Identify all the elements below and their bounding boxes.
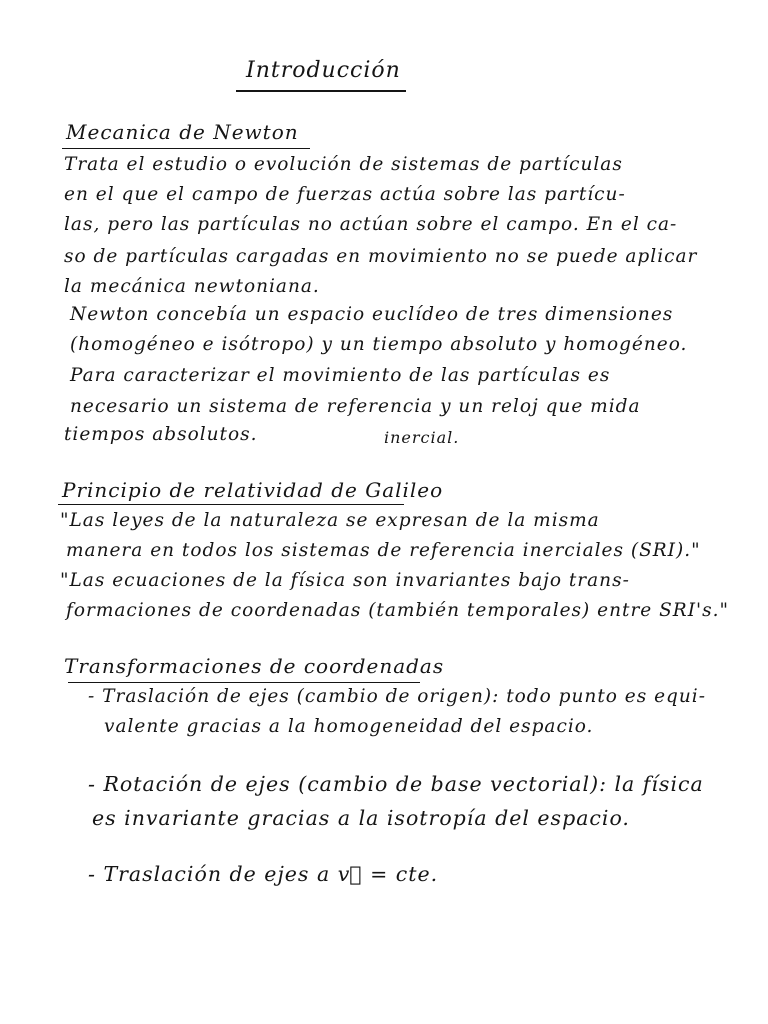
text-line: Para caracterizar el movimiento de las partículas es — [70, 365, 611, 386]
text-line: so de partículas cargadas en movimiento no se puede aplicar — [64, 246, 698, 267]
text-line: es invariante gracias a la isotropía del espacio. — [92, 806, 630, 830]
section-underline-newton — [62, 148, 310, 149]
text-line: valente gracias a la homogeneidad del espacio. — [104, 716, 594, 737]
text-line: "Las leyes de la naturaleza se expresan de la misma — [60, 510, 600, 531]
text-line: - Traslación de ejes a v⃗ = cte. — [88, 862, 439, 886]
section-heading-galileo: Principio de relatividad de Galileo — [62, 478, 444, 502]
text-line: Trata el estudio o evolución de sistemas de partículas — [64, 154, 623, 175]
section-heading-transformaciones: Transformaciones de coordenadas — [64, 654, 445, 678]
title-underline — [236, 90, 406, 92]
text-line: en el que el campo de fuerzas actúa sobre las partícu- — [64, 184, 626, 205]
text-line: manera en todos los sistemas de referencia inerciales (SRI)." — [66, 540, 701, 561]
text-line: la mecánica newtoniana. — [64, 276, 320, 297]
text-line: tiempos absolutos. — [64, 424, 258, 445]
section-underline-galileo — [58, 504, 404, 505]
text-line: Newton concebía un espacio euclídeo de tres dimensiones — [70, 304, 674, 325]
text-line: necesario un sistema de referencia y un reloj que mida — [70, 396, 641, 417]
section-heading-newton: Mecanica de Newton — [66, 120, 299, 144]
text-line: - Rotación de ejes (cambio de base vectorial): la física — [88, 772, 704, 796]
text-line: formaciones de coordenadas (también temporales) entre SRI's." — [66, 600, 729, 621]
section-underline-transformaciones — [68, 682, 420, 683]
text-line: las, pero las partículas no actúan sobre el campo. En el ca- — [64, 214, 678, 235]
page-title: Introducción — [246, 58, 401, 83]
text-line: "Las ecuaciones de la física son invariantes bajo trans- — [60, 570, 630, 591]
text-line: (homogéneo e isótropo) y un tiempo absoluto y homogéneo. — [70, 334, 688, 355]
text-line: - Traslación de ejes (cambio de origen): todo punto es equi- — [88, 686, 706, 707]
margin-note: inercial. — [384, 428, 460, 447]
